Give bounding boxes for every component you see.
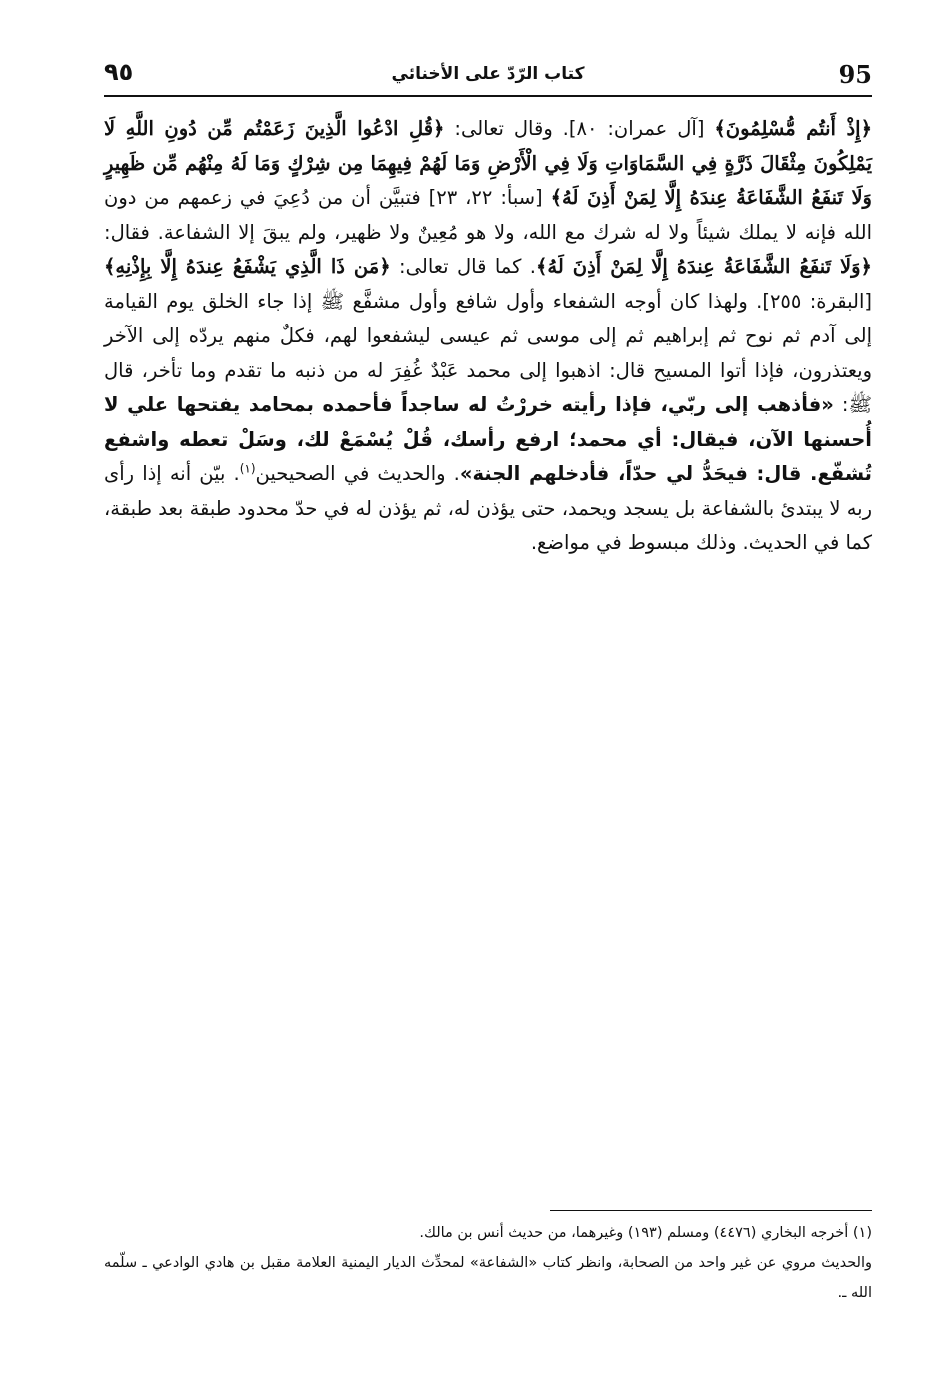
text-segment: [آل عمران: ٨٠]. وقال تعالى:	[444, 117, 715, 140]
text-segment: [سبأ: ٢٢، ٢٣] فتبيَّن أن من دُعِيَ في زعمهم من دون الله فإنه لا يملك شيئاً ولا له شرك مع الله، ولا هو مُعِينٌ ولا ظهير، ولم يبقَ إلا الشفاعة. فقال:	[104, 186, 872, 244]
text-segment: . كما قال تعالى:	[390, 255, 536, 278]
main-paragraph	[104, 112, 872, 561]
text-segment: [البقرة: ٢٥٥]. ولهذا كان أوجه الشفعاء وأول شافع وأول مشفَّع ﷺ إذا جاء الخلق يوم القيامة إلى آدم ثم نوح ثم إبراهيم ثم إلى موسى ثم عيسى ليشفعوا لهم، فكلٌ منهم يردّه إلى الآخر ويعتذرون، فإذا أتوا المسيح قال: اذهبوا إلى محمد عَبْدٌ غُفِرَ له من ذنبه ما تقدم وما تأخر، قال ﷺ:	[104, 289, 873, 416]
page-header	[104, 56, 872, 92]
text-segment: . بيّن أنه إذا رأى ربه لا يبتدئ بالشفاعة بل يسجد ويحمد، حتى يؤذن له، ثم يؤذن له في حدّ محدود طبقة بعد طبقة، كما في الحديث. وذلك مبسوط في مواضع.	[104, 462, 872, 554]
quran-verse: ﴿مَن ذَا الَّذِي يَشْفَعُ عِندَهُ إِلَّا بِإِذْنِهِ﴾	[104, 255, 391, 278]
footnote-rule	[550, 1210, 872, 1211]
quran-verse: ﴿قُلِ ادْعُوا الَّذِينَ زَعَمْتُم مِّن دُونِ اللَّهِ لَا يَمْلِكُونَ مِثْقَالَ ذَرَّةٍ فِي السَّمَاوَاتِ وَلَا فِي الْأَرْضِ وَمَا لَهُمْ فِيهِمَا مِن شِرْكٍ وَمَا لَهُ مِنْهُم مِّن ظَهِيرٍ وَلَا تَنفَعُ الشَّفَاعَةُ عِندَهُ إِلَّا لِمَنْ أَذِنَ لَهُ﴾	[104, 117, 872, 209]
footnote-line: والحديث مروي عن غير واحد من الصحابة، وانظر كتاب «الشفاعة» لمحدِّث الديار اليمنية العلامة مقبل بن هادي الوادعي ـ سلّمه الله ـ.	[104, 1255, 872, 1301]
text-segment: . والحديث في الصحيحين	[255, 462, 460, 485]
quran-verse: ﴿وَلَا تَنفَعُ الشَّفَاعَةُ عِندَهُ إِلَّا لِمَنْ أَذِنَ لَهُ﴾	[535, 255, 872, 278]
quran-verse: ﴿إِذْ أَنتُم مُّسْلِمُونَ﴾	[714, 117, 873, 140]
header-rule	[104, 95, 872, 97]
hadith-quote: «فأذهب إلى ربّي، فإذا رأيته خررْتُ له ساجداً فأحمده بمحامد يفتحها علي لا أُحسنها الآن، فيقال: أي محمد؛ ارفع رأسك، قُلْ يُسْمَعْ لك، وسَلْ تعطه واشفع تُشفّع. قال: فيحَدُّ لي حدّاً، فأدخلهم الجنة»	[104, 393, 872, 485]
main-text	[104, 112, 872, 561]
footnote-reference[interactable]: (١)	[239, 461, 256, 476]
running-title: كتاب الرّدّ على الأخنائي	[391, 64, 585, 84]
footnote-line: (١) أخرجه البخاري (٤٤٧٦) ومسلم (١٩٣) وغيرهما، من حديث أنس بن مالك.	[419, 1225, 872, 1241]
page-number-latin: 95	[838, 60, 872, 89]
footnotes	[104, 1218, 872, 1308]
page-number-arabic: ٩٥	[104, 58, 134, 86]
